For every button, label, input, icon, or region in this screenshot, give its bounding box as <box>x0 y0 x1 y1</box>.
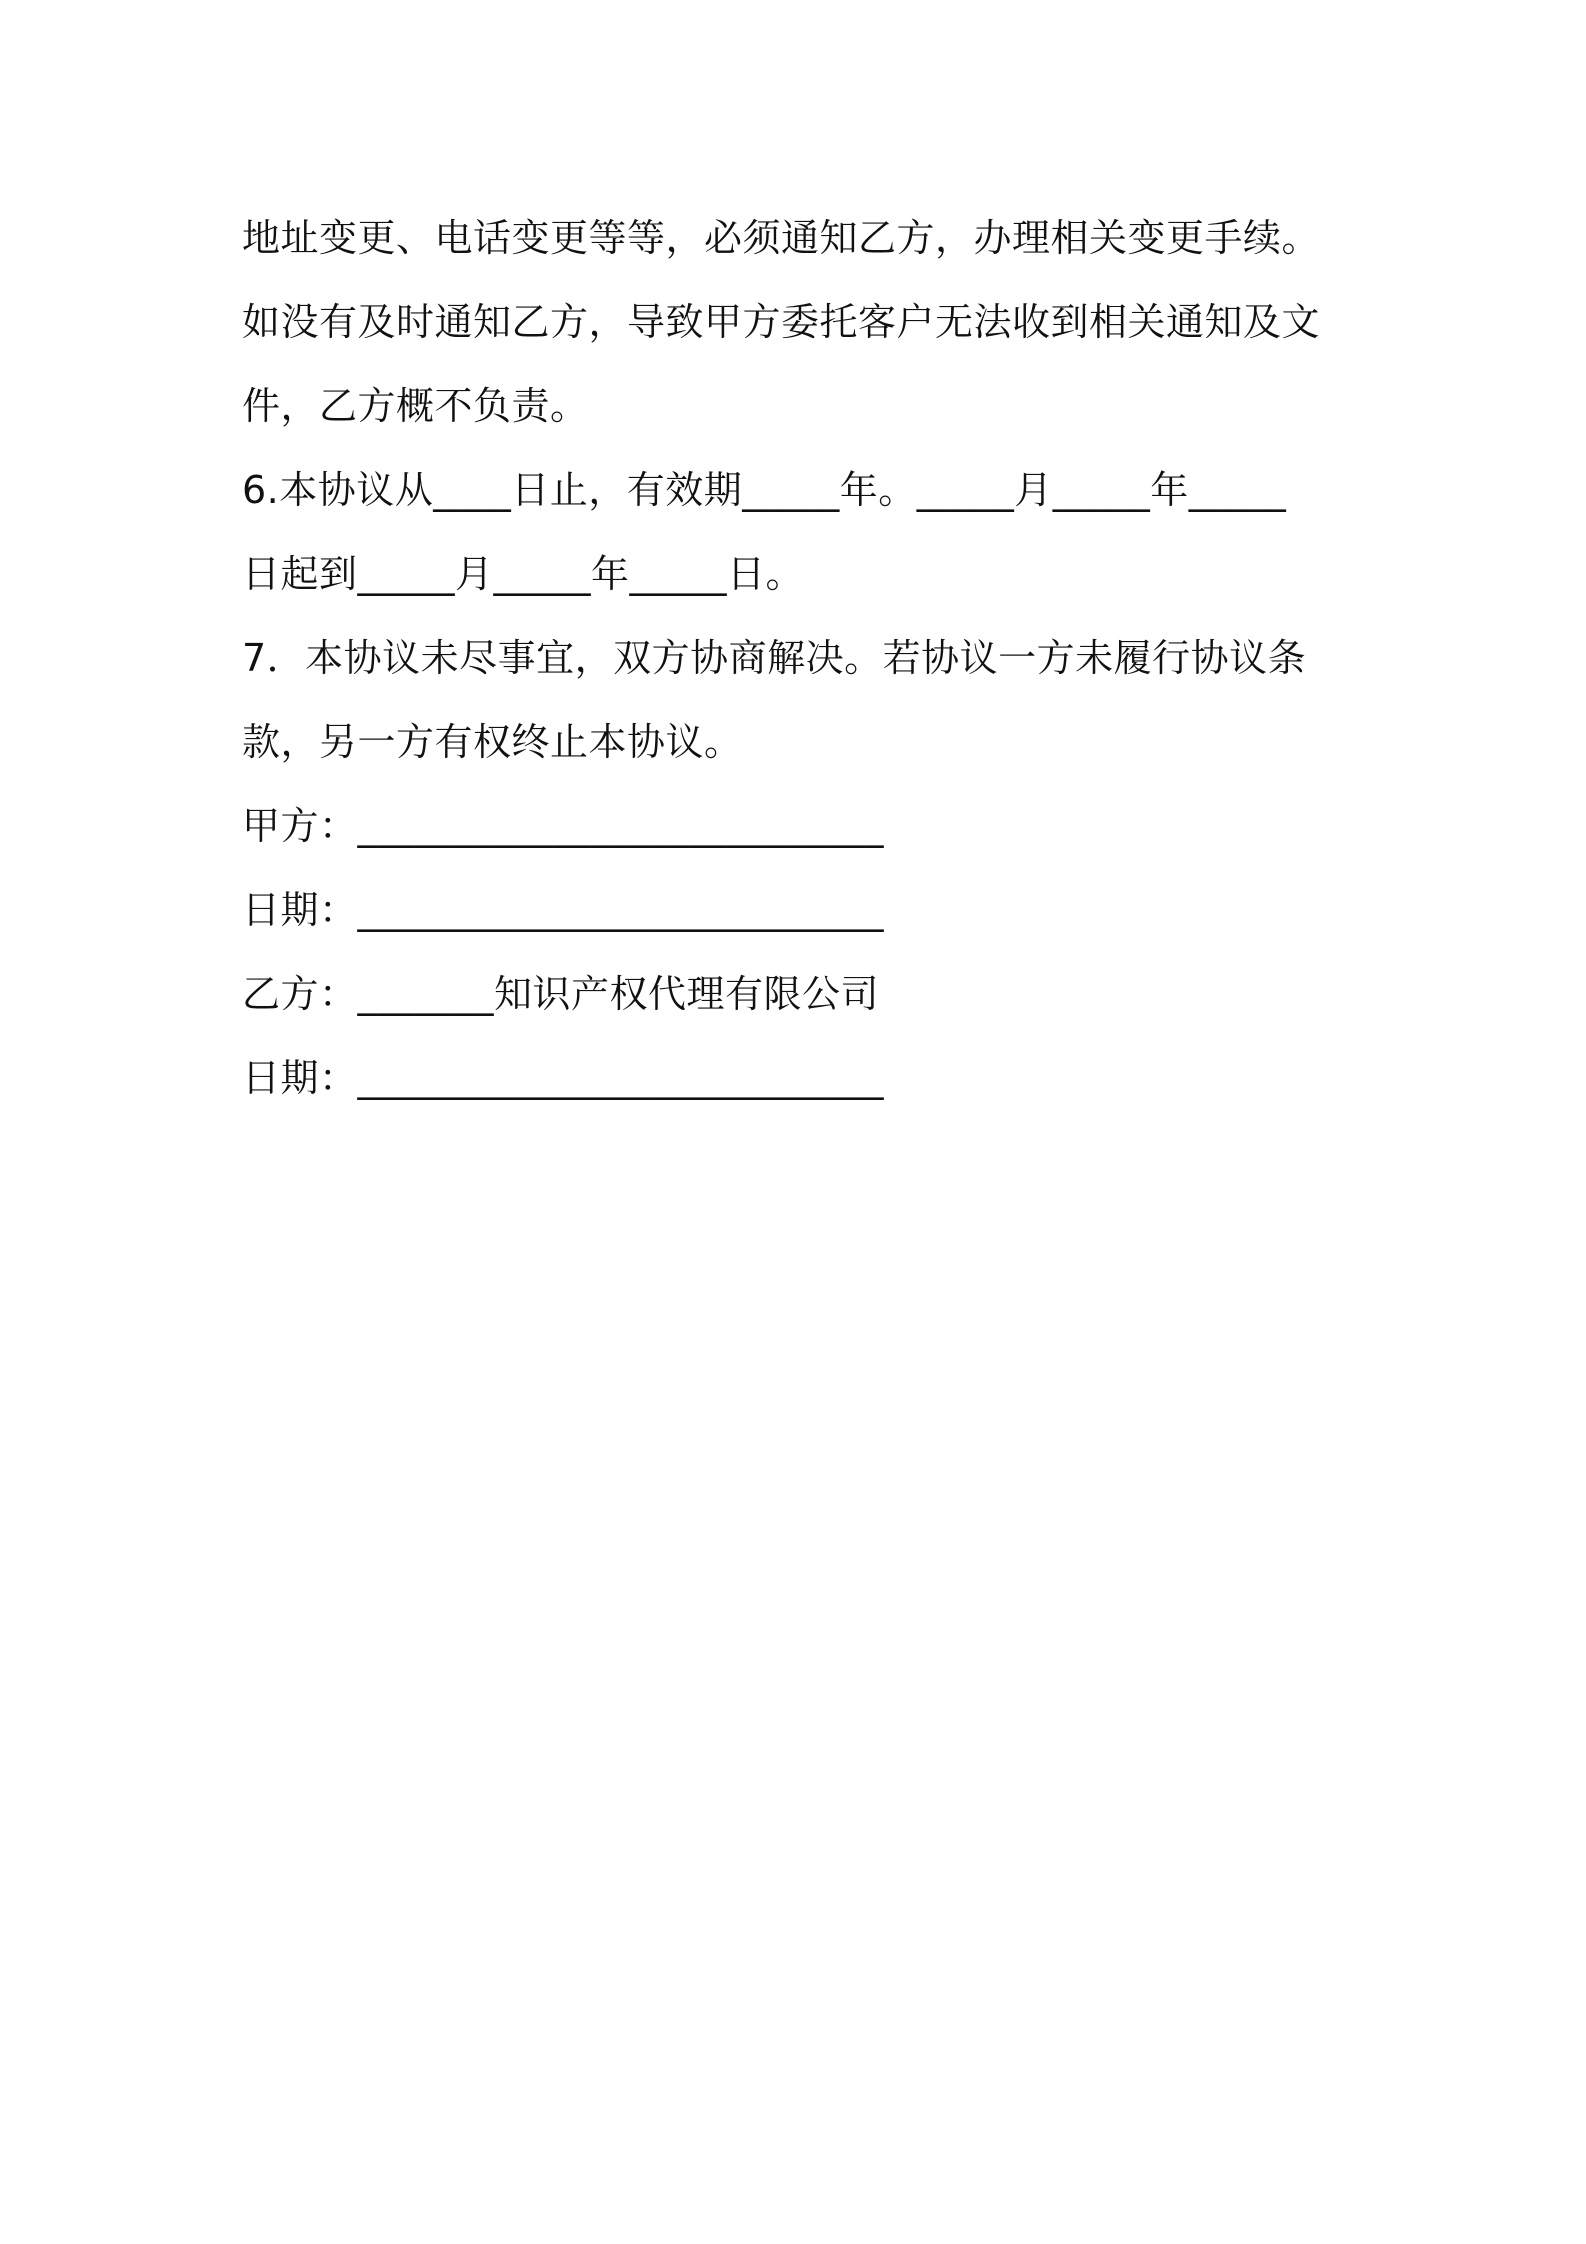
paragraph-line: 地址变更、电话变更等等，必须通知乙方，办理相关变更手续。 <box>242 216 1321 260</box>
clause-7-line: 款，另一方有权终止本协议。 <box>242 720 743 764</box>
paragraph-line: 如没有及时通知乙方，导致甲方委托客户无法收到相关通知及文 <box>242 300 1321 344</box>
party-b-signature: 乙方：_______知识产权代理有限公司 <box>242 972 880 1016</box>
clause-6-line: 6.本协议从____日止，有效期_____年。_____月_____年_____ <box>242 468 1287 512</box>
clause-7-line: 7．本协议未尽事宜，双方协商解决。若协议一方未履行协议条 <box>242 636 1307 680</box>
paragraph-line: 件，乙方概不负责。 <box>242 384 589 428</box>
party-b-date: 日期：___________________________ <box>242 1056 885 1100</box>
document-body <box>242 196 1362 1120</box>
party-a-signature: 甲方：___________________________ <box>242 804 885 848</box>
clause-6-line: 日起到_____月_____年_____日。 <box>242 552 805 596</box>
party-a-date: 日期：___________________________ <box>242 888 885 932</box>
